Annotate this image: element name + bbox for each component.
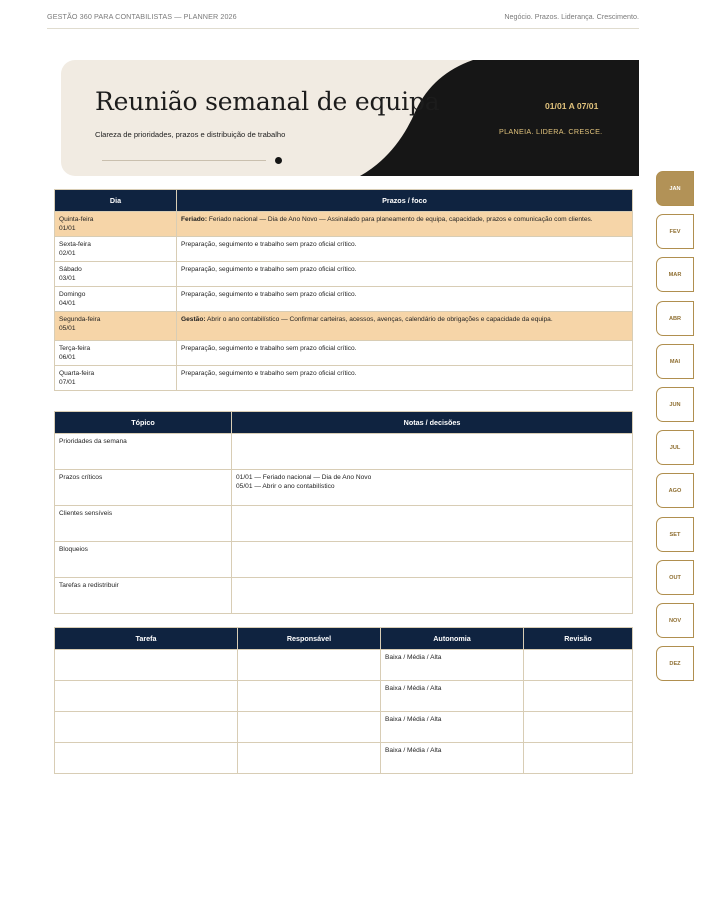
focus-label: Gestão: [181,316,206,323]
notes-cell[interactable] [232,434,633,470]
table-row [55,681,633,712]
table-row [55,743,633,774]
focus-text: Abrir o ano contabilístico — Confirmar carteiras, acessos, avenças, calendário de obrigações e capacidade da equipa. [207,316,553,323]
focus-text: Preparação, seguimento e trabalho sem prazo oficial crítico. [181,345,357,352]
table-row [55,366,633,391]
month-tab-out[interactable]: OUT [656,560,694,595]
notes-cell[interactable]: 01/01 — Feriado nacional — Dia de Ano Novo 05/01 — Abrir o ano contabilístico [232,470,633,506]
day-date: 02/01 [59,250,76,257]
table-row [55,212,633,237]
month-tab-jul[interactable]: JUL [656,430,694,465]
month-tab-nov[interactable]: NOV [656,603,694,638]
focus-cell [177,262,633,287]
header-planner-title: GESTÃO 360 PARA CONTABILISTAS — PLANNER 2026 [47,12,237,21]
day-name: Quinta-feira [59,216,94,223]
task-cell[interactable] [55,681,238,712]
col-header-task: Tarefa [55,628,238,650]
day-cell [55,366,177,391]
day-cell [55,237,177,262]
month-tab-dez[interactable]: DEZ [656,646,694,681]
notes-cell[interactable] [232,542,633,578]
focus-cell [177,312,633,341]
day-cell [55,212,177,237]
table-row [55,506,633,542]
notes-cell[interactable] [232,578,633,614]
task-cell[interactable] [55,743,238,774]
table-row [55,434,633,470]
page-subtitle: Clareza de prioridades, prazos e distribuição de trabalho [95,130,286,139]
topic-cell: Tarefas a redistribuir [55,578,232,614]
review-cell[interactable] [524,743,633,774]
day-date: 07/01 [59,379,76,386]
hero-banner [61,60,639,176]
review-cell[interactable] [524,681,633,712]
month-tab-jan[interactable]: JAN [656,171,694,206]
table-row [55,470,633,506]
owner-cell[interactable] [238,743,381,774]
days-table-header [55,190,633,212]
day-name: Sábado [59,266,82,273]
days-table [54,189,633,391]
day-name: Quarta-feira [59,370,95,377]
day-date: 06/01 [59,354,76,361]
table-row [55,578,633,614]
day-name: Domingo [59,291,86,298]
decorative-rule [102,160,266,161]
header-tagline: Negócio. Prazos. Liderança. Crescimento. [504,12,639,21]
autonomy-cell[interactable]: Baixa / Média / Alta [381,650,524,681]
day-date: 04/01 [59,300,76,307]
page-title: Reunião semanal de equipa [95,87,440,116]
topic-cell: Clientes sensíveis [55,506,232,542]
notes-cell[interactable] [232,506,633,542]
day-date: 05/01 [59,325,76,332]
table-row [55,542,633,578]
focus-text: Preparação, seguimento e trabalho sem prazo oficial crítico. [181,291,357,298]
hero-dark-shape [61,60,639,176]
day-name: Segunda-feira [59,316,101,323]
task-cell[interactable] [55,712,238,743]
owner-cell[interactable] [238,681,381,712]
focus-cell [177,237,633,262]
focus-text: Preparação, seguimento e trabalho sem prazo oficial crítico. [181,241,357,248]
focus-cell [177,341,633,366]
owner-cell[interactable] [238,650,381,681]
month-tab-jun[interactable]: JUN [656,387,694,422]
decorative-dot [275,157,282,164]
table-row [55,262,633,287]
topic-cell: Bloqueios [55,542,232,578]
col-header-notes: Notas / decisões [232,412,633,434]
day-date: 01/01 [59,225,76,232]
hero-tagline: PLANEIA. LIDERA. CRESCE. [499,127,603,136]
autonomy-cell[interactable]: Baixa / Média / Alta [381,743,524,774]
task-cell[interactable] [55,650,238,681]
focus-label: Feriado: [181,216,208,223]
day-name: Terça-feira [59,345,91,352]
day-cell [55,287,177,312]
col-header-owner: Responsável [238,628,381,650]
autonomy-cell[interactable]: Baixa / Média / Alta [381,712,524,743]
topic-cell: Prioridades da semana [55,434,232,470]
col-header-review: Revisão [524,628,633,650]
tasks-table [54,627,633,774]
table-row [55,341,633,366]
day-date: 03/01 [59,275,76,282]
month-tab-fev[interactable]: FEV [656,214,694,249]
month-tab-ago[interactable]: AGO [656,473,694,508]
focus-cell [177,212,633,237]
table-row [55,712,633,743]
topic-cell: Prazos críticos [55,470,232,506]
focus-text: Feriado nacional — Dia de Ano Novo — Assinalado para planeamento de equipa, capacidade, prazos e comunicação com clientes. [208,216,593,223]
focus-text: Preparação, seguimento e trabalho sem prazo oficial crítico. [181,266,357,273]
page-header [47,8,639,29]
day-cell [55,312,177,341]
review-cell[interactable] [524,650,633,681]
day-cell [55,262,177,287]
table-row [55,650,633,681]
table-row [55,312,633,341]
month-tab-set[interactable]: SET [656,517,694,552]
day-name: Sexta-feira [59,241,91,248]
table-row [55,237,633,262]
autonomy-cell[interactable]: Baixa / Média / Alta [381,681,524,712]
day-cell [55,341,177,366]
topics-table-header [55,412,633,434]
table-row [55,287,633,312]
focus-cell [177,287,633,312]
col-header-day: Dia [55,190,177,212]
month-tab-abr[interactable]: ABR [656,301,694,336]
topics-table [54,411,633,614]
month-tab-mar[interactable]: MAR [656,257,694,292]
owner-cell[interactable] [238,712,381,743]
focus-text: Preparação, seguimento e trabalho sem prazo oficial crítico. [181,370,357,377]
tasks-table-header [55,628,633,650]
review-cell[interactable] [524,712,633,743]
week-date-range: 01/01 A 07/01 [545,101,599,111]
col-header-autonomy: Autonomia [381,628,524,650]
month-tab-mai[interactable]: MAI [656,344,694,379]
focus-cell [177,366,633,391]
col-header-topic: Tópico [55,412,232,434]
col-header-deadlines: Prazos / foco [177,190,633,212]
